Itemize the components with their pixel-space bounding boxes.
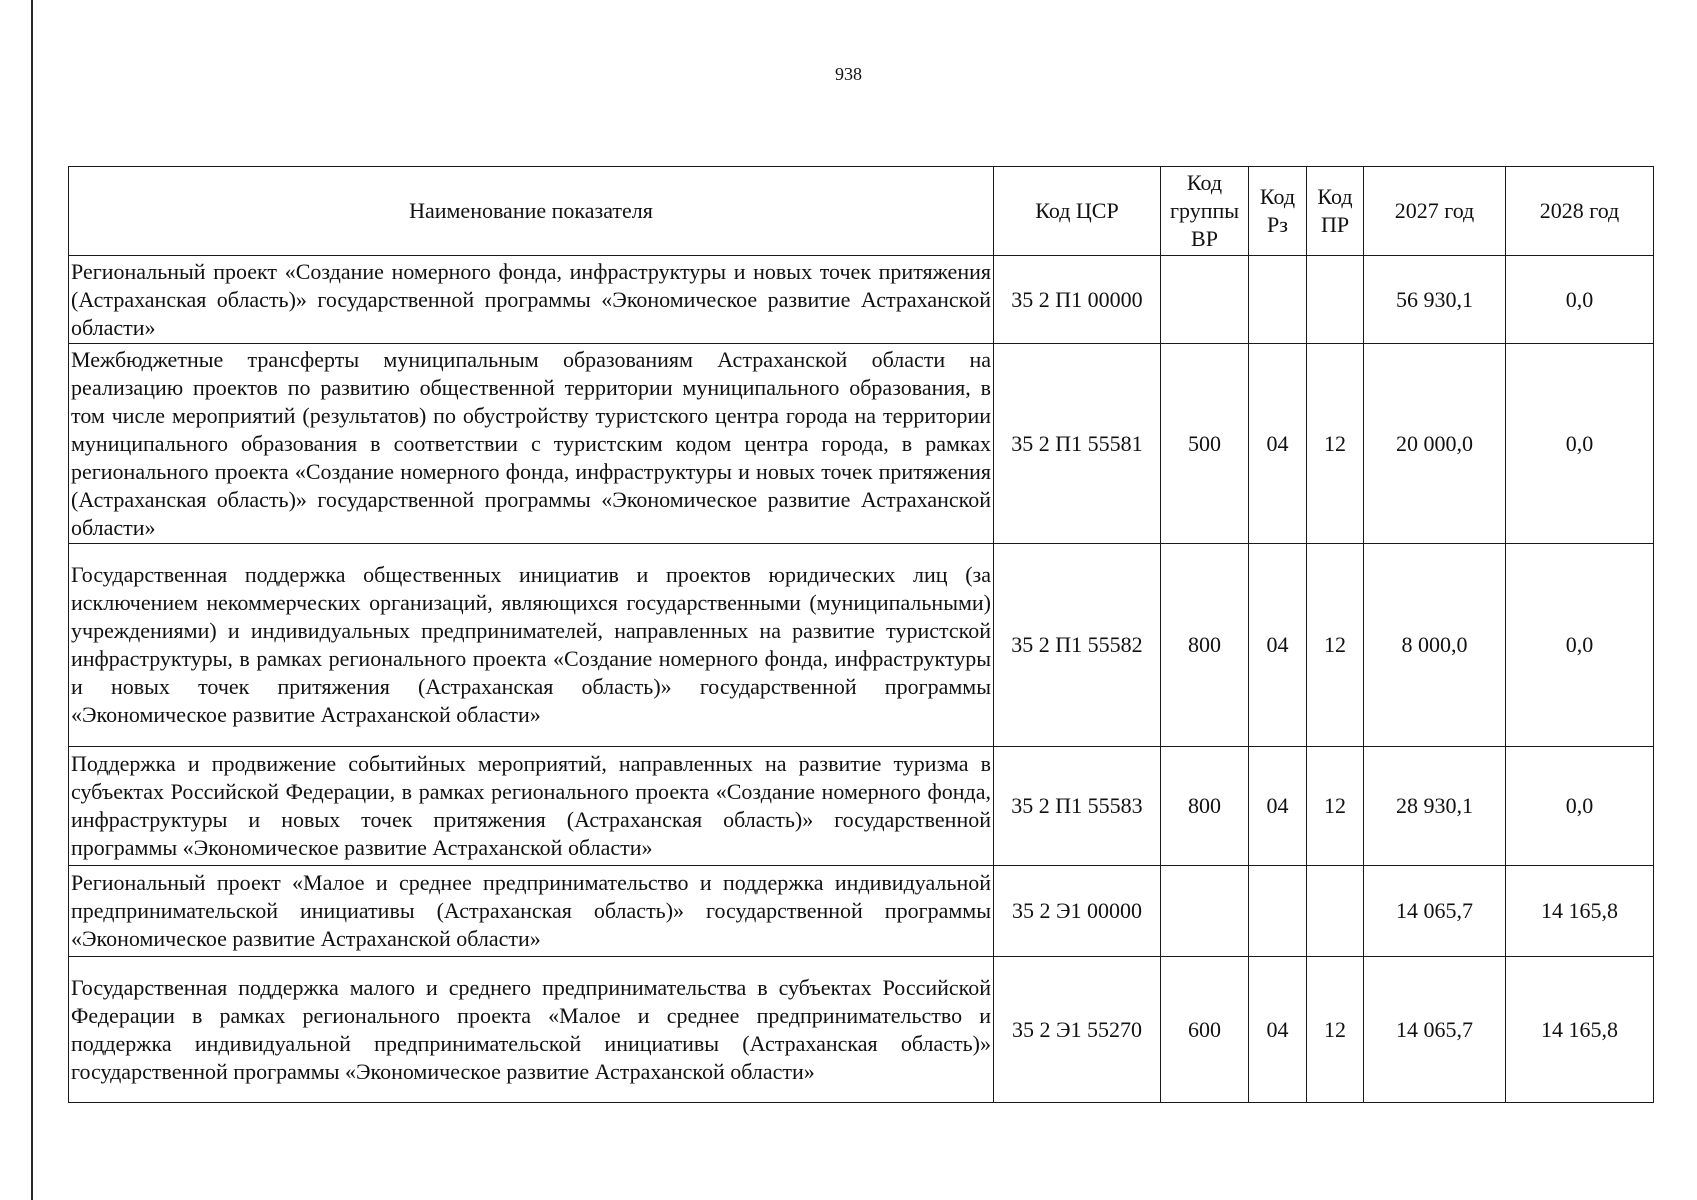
header-year-2027: 2027 год: [1364, 167, 1506, 256]
cell-amount-2028: 14 165,8: [1506, 866, 1654, 957]
cell-name: Государственная поддержка малого и среднего предпринимательства в субъектах Российской Федерации в рамках регионального проекта «Малое и среднее предпринимательство и поддержка индивидуальной предпринимательской инициативы (Астраханская область)» государственной программы «Экономическое развитие Астраханской области»: [69, 957, 994, 1103]
cell-amount-2027: 8 000,0: [1364, 544, 1506, 747]
cell-pr-code: 12: [1307, 747, 1364, 866]
cell-pr-code: [1307, 866, 1364, 957]
cell-name: Региональный проект «Создание номерного фонда, инфраструктуры и новых точек притяжения (Астраханская область)» государственной программы «Экономическое развитие Астраханской области»: [69, 256, 994, 344]
budget-table: [68, 166, 1654, 1103]
cell-amount-2028: 0,0: [1506, 747, 1654, 866]
cell-vr-code: [1161, 256, 1249, 344]
cell-pr-code: [1307, 256, 1364, 344]
cell-amount-2027: 14 065,7: [1364, 866, 1506, 957]
cell-amount-2028: 14 165,8: [1506, 957, 1654, 1103]
cell-rz-code: 04: [1249, 747, 1307, 866]
cell-rz-code: [1249, 256, 1307, 344]
page-number: 938: [835, 64, 862, 84]
cell-vr-code: 600: [1161, 957, 1249, 1103]
cell-vr-code: 800: [1161, 747, 1249, 866]
cell-name: Государственная поддержка общественных инициатив и проектов юридических лиц (за исключением некоммерческих организаций, являющихся государственными (муниципальными) учреждениями) и индивидуальных предпринимателей, направленных на развитие туристской инфраструктуры, в рамках регионального проекта «Создание номерного фонда, инфраструктуры и новых точек притяжения (Астраханская область)» государственной программы «Экономическое развитие Астраханской области»: [69, 544, 994, 747]
cell-amount-2027: 56 930,1: [1364, 256, 1506, 344]
table-row: [69, 747, 1654, 866]
cell-pr-code: 12: [1307, 344, 1364, 544]
cell-vr-code: 800: [1161, 544, 1249, 747]
cell-csr-code: 35 2 Э1 00000: [994, 866, 1161, 957]
header-year-2028: 2028 год: [1506, 167, 1654, 256]
header-csr-code: Код ЦСР: [994, 167, 1161, 256]
cell-pr-code: 12: [1307, 544, 1364, 747]
cell-vr-code: [1161, 866, 1249, 957]
cell-name: Межбюджетные трансферты муниципальным образованиям Астраханской области на реализацию проектов по развитию общественной территории муниципального образования, в том числе мероприятий (результатов) по обустройству туристского центра города на территории муниципального образования в соответствии с туристским кодом центра города, в рамках регионального проекта «Создание номерного фонда, инфраструктуры и новых точек притяжения (Астраханская область)» государственной программы «Экономическое развитие Астраханской области»: [69, 344, 994, 544]
cell-amount-2027: 20 000,0: [1364, 344, 1506, 544]
cell-rz-code: 04: [1249, 544, 1307, 747]
table-row: [69, 866, 1654, 957]
cell-csr-code: 35 2 П1 55581: [994, 344, 1161, 544]
table-row: [69, 957, 1654, 1103]
cell-rz-code: 04: [1249, 957, 1307, 1103]
cell-vr-code: 500: [1161, 344, 1249, 544]
cell-name: Региональный проект «Малое и среднее предпринимательство и поддержка индивидуальной предпринимательской инициативы (Астраханская область)» государственной программы «Экономическое развитие Астраханской области»: [69, 866, 994, 957]
table-row: [69, 544, 1654, 747]
table-row: [69, 344, 1654, 544]
header-rz-code: Код Рз: [1249, 167, 1307, 256]
cell-csr-code: 35 2 П1 55582: [994, 544, 1161, 747]
cell-amount-2028: 0,0: [1506, 544, 1654, 747]
cell-rz-code: [1249, 866, 1307, 957]
cell-rz-code: 04: [1249, 344, 1307, 544]
cell-csr-code: 35 2 Э1 55270: [994, 957, 1161, 1103]
cell-amount-2028: 0,0: [1506, 256, 1654, 344]
cell-name: Поддержка и продвижение событийных мероприятий, направленных на развитие туризма в субъектах Российской Федерации, в рамках регионального проекта «Создание номерного фонда, инфраструктуры и новых точек притяжения (Астраханская область)» государственной программы «Экономическое развитие Астраханской области»: [69, 747, 994, 866]
table-row: [69, 256, 1654, 344]
header-pr-code: Код ПР: [1307, 167, 1364, 256]
header-name: Наименование показателя: [69, 167, 994, 256]
cell-csr-code: 35 2 П1 55583: [994, 747, 1161, 866]
binding-margin-line: [31, 0, 33, 1200]
cell-csr-code: 35 2 П1 00000: [994, 256, 1161, 344]
cell-pr-code: 12: [1307, 957, 1364, 1103]
cell-amount-2027: 28 930,1: [1364, 747, 1506, 866]
cell-amount-2028: 0,0: [1506, 344, 1654, 544]
header-vr-code: Код группы ВР: [1161, 167, 1249, 256]
table-header-row: [69, 167, 1654, 256]
cell-amount-2027: 14 065,7: [1364, 957, 1506, 1103]
